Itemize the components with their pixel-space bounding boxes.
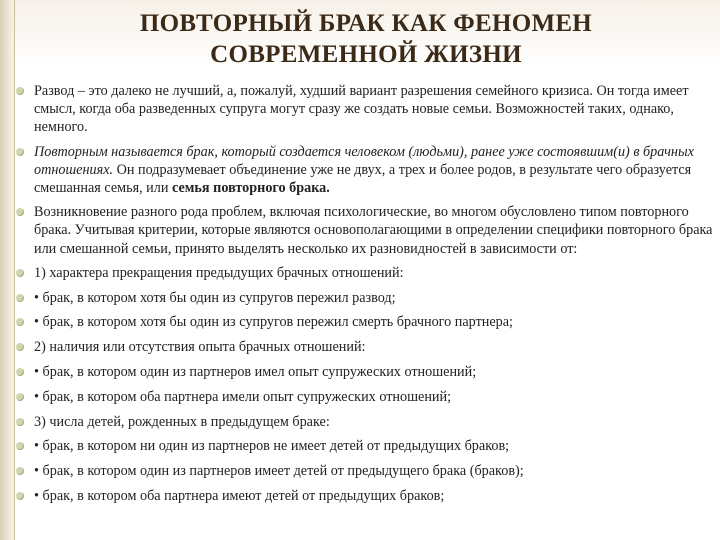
title-line-2: СОВРЕМЕННОЙ ЖИЗНИ — [210, 41, 522, 68]
bullet-item-type — [16, 462, 716, 480]
bullet-text: Он подразумевает объединение уже не двух, а трех и более родов, в результате чего образуется смешанная семья, или — [34, 161, 692, 197]
bullet-text: • брак, в котором оба партнера имели опыт супружеских отношений; — [34, 388, 452, 405]
bullet-item-type — [16, 437, 716, 455]
bullet-item-type — [16, 388, 716, 406]
left-border-line — [14, 0, 15, 540]
bullet-item-type — [16, 487, 716, 505]
bullet-marker-icon — [16, 467, 24, 475]
bullet-item-divorce — [16, 82, 716, 137]
bullet-marker-icon — [16, 393, 24, 401]
slide — [16, 0, 716, 540]
bullet-marker-icon — [16, 87, 24, 95]
bullet-item-problems — [16, 203, 716, 258]
slide-title — [16, 8, 716, 70]
bullet-marker-icon — [16, 294, 24, 302]
definition-italic: Повторным называется брак, который создается человеком (людьми), ранее уже состоявшим(и) в брачных отношениях. — [34, 143, 694, 178]
bullet-text: • брак, в котором хотя бы один из супругов пережил смерть брачного партнера; — [34, 314, 513, 331]
bullet-marker-icon — [16, 492, 24, 500]
bullet-item-criterion-2 — [16, 338, 716, 356]
bullet-marker-icon — [16, 418, 24, 426]
bullet-marker-icon — [16, 343, 24, 351]
bullet-item-type — [16, 313, 716, 331]
bullet-marker-icon — [16, 318, 24, 326]
bullet-text: • брак, в котором ни один из партнеров не имеет детей от предыдущих браков; — [34, 438, 510, 455]
bullet-list — [16, 82, 716, 512]
bullet-text: Возникновение разного рода проблем, включая психологические, во многом обусловлено типом повторного брака. Учитывая критерии, которые являются основополагающими в определении специфики повторного брака или смешанной семьи, принято выделять несколько их разновидностей в зависимости от: — [34, 204, 713, 257]
bullet-item-criterion-3 — [16, 413, 716, 431]
bullet-text: 2) наличия или отсутствия опыта брачных отношений: — [34, 339, 366, 356]
bullet-item-type — [16, 289, 716, 307]
bullet-marker-icon — [16, 368, 24, 376]
bullet-text: Развод – это далеко не лучший, а, пожалуй, худший вариант разрешения семейного кризиса. Он тогда имеет смысл, когда оба разведенных супруга могут сразу же создать новые семьи. Возможностей таких, однако, немного. — [34, 83, 689, 136]
bullet-item-type — [16, 363, 716, 381]
title-line-1: ПОВТОРНЫЙ БРАК КАК ФЕНОМЕН — [139, 10, 593, 37]
left-decorative-band — [0, 0, 14, 540]
bullet-text: • брак, в котором один из партнеров имел опыт супружеских отношений; — [34, 364, 477, 381]
bullet-marker-icon — [16, 208, 24, 216]
bullet-item-criterion-1 — [16, 264, 716, 282]
bullet-text: 1) характера прекращения предыдущих брачных отношений: — [34, 264, 404, 281]
bullet-item-definition — [16, 143, 716, 198]
bullet-text: • брак, в котором оба партнера имеют детей от предыдущих браков; — [34, 488, 445, 504]
bullet-text: 3) числа детей, рожденных в предыдущем браке: — [34, 413, 330, 430]
bullet-marker-icon — [16, 148, 24, 156]
bullet-marker-icon — [16, 269, 24, 277]
bullet-text: • брак, в котором хотя бы один из супругов пережил развод; — [34, 289, 396, 306]
definition-bold: семья повторного брака. — [172, 180, 330, 197]
bullet-marker-icon — [16, 442, 24, 450]
bullet-text: • брак, в котором один из партнеров имеет детей от предыдущего брака (браков); — [34, 463, 524, 480]
